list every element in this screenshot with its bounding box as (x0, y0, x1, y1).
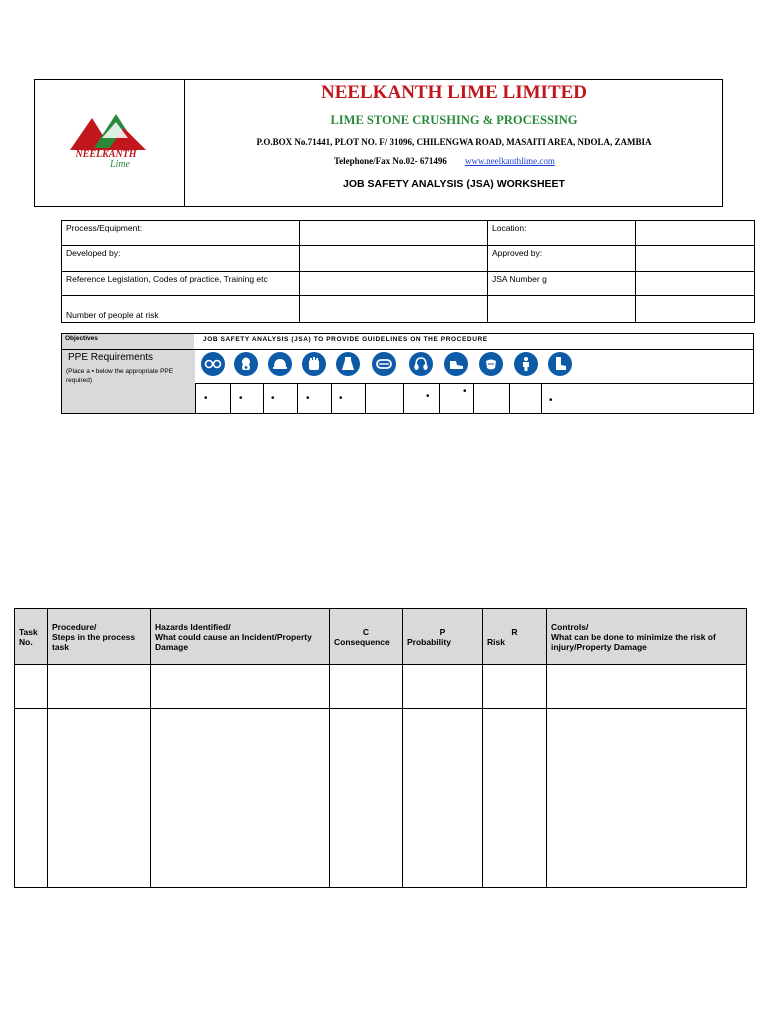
jsa-number-field[interactable] (636, 272, 755, 296)
header-controls: Controls/ What can be done to minimize the risk of injury/Property Damage (547, 609, 747, 665)
ppe-column-line (439, 383, 440, 414)
controls-cell[interactable] (547, 665, 747, 709)
hazards-cell[interactable] (151, 665, 330, 709)
ppe-mark: • (306, 393, 310, 404)
ear-muffs-icon (409, 352, 433, 376)
ppe-mark: • (339, 393, 343, 404)
dust-mask-icon (479, 352, 503, 376)
task-table (14, 608, 747, 888)
people-at-risk-label: Number of people at risk (62, 296, 300, 323)
company-telephone: Telephone/Fax No.02- 671496 (334, 156, 447, 166)
logo-text-main: NEELKANTH (75, 149, 137, 160)
approved-by-label: Approved by: (488, 246, 636, 272)
info-empty-cell (488, 296, 636, 323)
info-empty-cell (636, 296, 755, 323)
safety-glasses-icon (201, 352, 225, 376)
ppe-mark: • (426, 391, 430, 402)
process-equipment-field[interactable] (300, 221, 488, 246)
task-no-cell[interactable] (15, 709, 48, 888)
developed-by-label: Developed by: (62, 246, 300, 272)
ppe-note: (Place a ▪ below the appropriate PPE required) (66, 368, 174, 384)
company-logo (66, 108, 150, 170)
location-field[interactable] (636, 221, 755, 246)
company-website-link[interactable]: www.neelkanthlime.com (465, 156, 555, 166)
reference-legislation-label: Reference Legislation, Codes of practice, Training etc (62, 272, 300, 296)
approved-by-field[interactable] (636, 246, 755, 272)
probability-cell[interactable] (403, 709, 483, 888)
ppe-title: PPE Requirements (68, 352, 154, 363)
procedure-cell[interactable] (48, 665, 151, 709)
boots-icon (548, 352, 572, 376)
ppe-column-line (230, 383, 231, 414)
consequence-cell[interactable] (330, 665, 403, 709)
hazards-cell[interactable] (151, 709, 330, 888)
ppe-column-line (509, 383, 510, 414)
gloves-icon (302, 352, 326, 376)
ppe-column-line (195, 383, 196, 414)
ppe-column-line (403, 383, 404, 414)
harness-icon (514, 352, 538, 376)
header-procedure: Procedure/ Steps in the process task (48, 609, 151, 665)
info-table (61, 220, 755, 323)
apron-icon (336, 352, 360, 376)
risk-cell[interactable] (483, 665, 547, 709)
ppe-mark: • (204, 393, 208, 404)
people-at-risk-field[interactable] (300, 296, 488, 323)
ppe-column-line (331, 383, 332, 414)
ppe-mark: • (239, 393, 243, 404)
company-address: P.O.BOX No.71441, PLOT NO. F/ 31096, CHILENGWA ROAD, MASAITI AREA, NDOLA, ZAMBIA (256, 137, 652, 147)
objectives-label: Objectives (62, 334, 194, 349)
ppe-mark: • (463, 386, 467, 397)
ppe-column-line (297, 383, 298, 414)
header-task-no: Task No. (15, 609, 48, 665)
header-risk: R Risk (483, 609, 547, 665)
process-equipment-label: Process/Equipment: (62, 221, 300, 246)
ppe-column-line (263, 383, 264, 414)
ppe-column-line (473, 383, 474, 414)
ppe-mark: • (271, 393, 275, 404)
procedure-cell[interactable] (48, 709, 151, 888)
logo-text-lime: Lime (110, 159, 130, 170)
location-label: Location: (488, 221, 636, 246)
developed-by-field[interactable] (300, 246, 488, 272)
safety-boots-icon (444, 352, 468, 376)
table-row (15, 709, 747, 888)
company-subtitle: LIME STONE CRUSHING & PROCESSING (330, 113, 578, 127)
probability-cell[interactable] (403, 665, 483, 709)
ppe-column-line (365, 383, 366, 414)
table-row (15, 665, 747, 709)
ppe-divider (195, 383, 754, 384)
worksheet-title: JOB SAFETY ANALYSIS (JSA) WORKSHEET (343, 178, 565, 190)
risk-cell[interactable] (483, 709, 547, 888)
face-shield-icon (372, 352, 396, 376)
controls-cell[interactable] (547, 709, 747, 888)
header-consequence: C Consequence (330, 609, 403, 665)
jsa-number-label: JSA Number g (488, 272, 636, 296)
reference-legislation-field[interactable] (300, 272, 488, 296)
hard-hat-icon (268, 352, 292, 376)
consequence-cell[interactable] (330, 709, 403, 888)
company-name: NEELKANTH LIME LIMITED (320, 82, 588, 103)
ppe-column-line (541, 383, 542, 414)
ppe-mark: • (549, 395, 553, 406)
task-no-cell[interactable] (15, 665, 48, 709)
header-hazards: Hazards Identified/ What could cause an Incident/Property Damage (151, 609, 330, 665)
header-probability: P Probability (403, 609, 483, 665)
objectives-text: JOB SAFETY ANALYSIS (JSA) TO PROVIDE GUIDELINES ON THE PROCEDURE (203, 336, 488, 343)
respirator-icon (234, 352, 258, 376)
